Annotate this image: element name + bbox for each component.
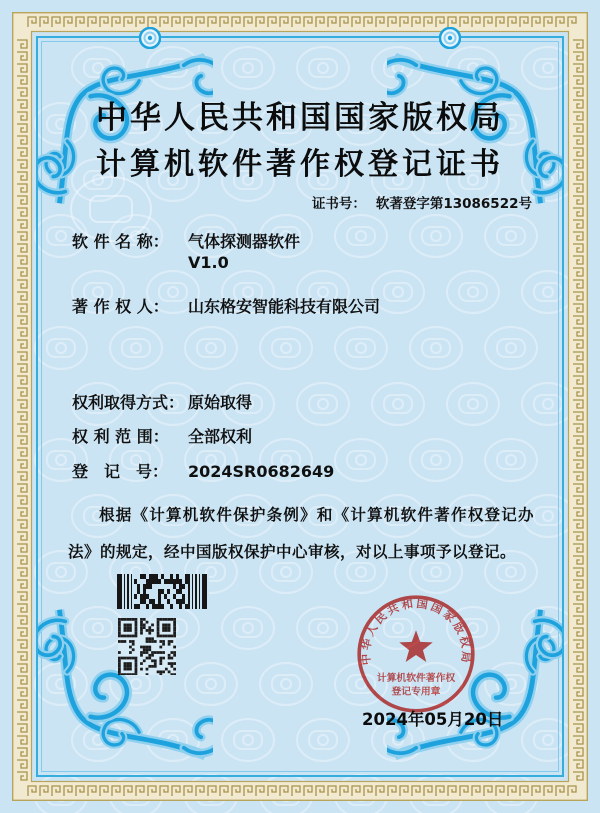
- qr-code: [118, 618, 176, 675]
- field-label: 软 件 名 称：: [72, 232, 169, 251]
- certificate-number: [312, 192, 532, 212]
- document-title: 计算机软件著作权登记证书: [96, 147, 504, 182]
- field-rights-scope: [72, 424, 252, 447]
- field-value: 山东格安智能科技有限公司: [188, 297, 381, 316]
- field-value: 2024SR0682649: [188, 462, 335, 481]
- pdf417-barcode: [117, 574, 209, 610]
- official-seal: [354, 592, 478, 716]
- field-value: 全部权利: [188, 427, 253, 446]
- border-medallion-left: [139, 27, 161, 49]
- field-rights-acquisition: [72, 390, 252, 413]
- field-label: 著 作 权 人：: [72, 297, 169, 316]
- registration-statement: 根据《计算机软件保护条例》和《计算机软件著作权登记办法》的规定，经中国版权保护中心审核，对以上事项予以登记。: [68, 506, 534, 561]
- seal-text-line2: 登记专用章: [391, 686, 441, 698]
- field-copyright-holder: [72, 294, 380, 317]
- certificate-number-value: 软著登字第13086522号: [375, 196, 532, 212]
- field-label: 登 记 号：: [72, 462, 169, 481]
- issue-date: 2024年05月20日: [362, 710, 504, 729]
- certificate-number-label: 证书号：: [311, 196, 366, 212]
- seal-arc-text: 中华人民共和国国家版权局: [358, 595, 474, 666]
- border-medallion-right: [439, 27, 461, 49]
- field-label: 权 利 范 围：: [72, 427, 169, 446]
- software-version: V1.0: [188, 253, 229, 272]
- field-value: 原始取得: [188, 393, 253, 412]
- seal-star: [399, 630, 432, 662]
- issuer-title: 中华人民共和国国家版权局: [96, 100, 504, 136]
- field-registration-number: [72, 459, 334, 482]
- field-software-name: [72, 229, 300, 252]
- field-value: 气体探测器软件: [188, 232, 301, 251]
- seal-text-line1: 计算机软件著作权: [376, 672, 456, 684]
- field-label: 权利取得方式：: [72, 393, 185, 412]
